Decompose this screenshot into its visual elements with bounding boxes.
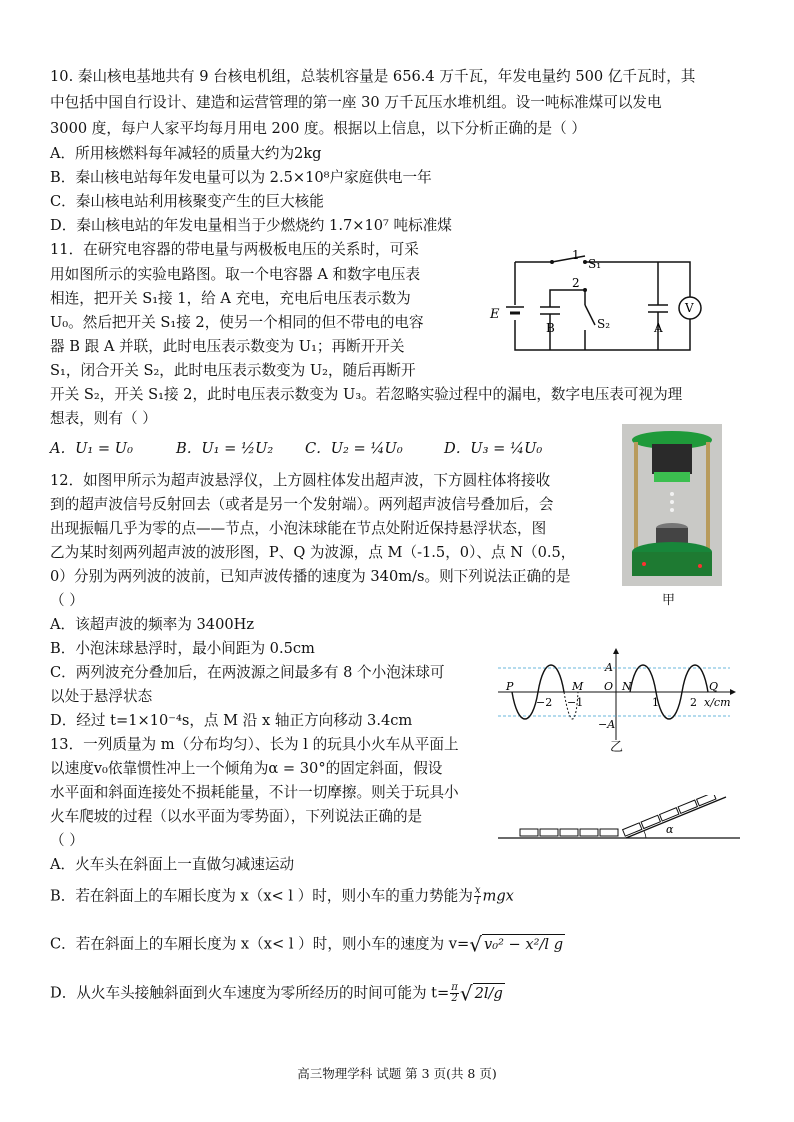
wave-label-xunit: x/cm bbox=[704, 696, 731, 709]
q11-option-c: C．U₂ = ¼U₀ bbox=[305, 440, 403, 457]
q10-stem-line-3: 3000 度，每户人家平均每月用电 200 度。根据以上信息，以下分析正确的是（ ） bbox=[50, 120, 586, 137]
q13-option-b-fraction bbox=[474, 886, 482, 907]
q13-option-d-radical-icon: √ bbox=[459, 981, 473, 1006]
q11-stem-line-4: U₀。然后把开关 S₁接 2，使另一个相同的但不带电的电容 bbox=[50, 314, 424, 331]
wave-tick-2: 2 bbox=[690, 696, 697, 709]
q13-option-d-fraction bbox=[450, 983, 459, 1004]
q13-option-c-radical-icon: √ bbox=[469, 932, 482, 957]
q11-stem-line-3: 相连，把开关 S₁接 1，给 A 充电，充电后电压表示数为 bbox=[50, 290, 411, 307]
wave-label-p: P bbox=[506, 680, 514, 693]
q11-stem-line-1: 11．在研究电容器的带电量与两极板电压的关系时，可采 bbox=[50, 241, 419, 258]
q10-option-b: B．秦山核电站每年发电量可以为 2.5×10⁸户家庭供电一年 bbox=[50, 169, 432, 186]
q13-stem-line-4: 火车爬坡的过程（以水平面为零势面），下列说法正确的是 bbox=[50, 808, 423, 825]
q10-option-c: C．秦山核电站利用核聚变产生的巨大核能 bbox=[50, 193, 324, 210]
circuit-label-1: 1 bbox=[572, 250, 580, 262]
wave-label-q: Q bbox=[709, 680, 719, 693]
circuit-label-s2: S₂ bbox=[597, 317, 611, 331]
circuit-label-s1: S₁ bbox=[588, 257, 602, 271]
q13-option-a: A．火车头在斜面上一直做匀减速运动 bbox=[50, 856, 295, 873]
q13-stem-line-3: 水平面和斜面连接处不损耗能量，不计一切摩擦。则关于玩具小 bbox=[50, 784, 459, 801]
q12-option-d: D．经过 t=1×10⁻⁴s，点 M 沿 x 轴正方向移动 3.4cm bbox=[50, 712, 413, 729]
q10-option-a: A．所用核燃料每年减轻的质量大约为2kg bbox=[50, 145, 322, 162]
q13-option-d-radicand: 2l/g bbox=[474, 985, 503, 1002]
q13-option-b-numerator: x bbox=[474, 885, 481, 896]
wave-graph bbox=[494, 648, 740, 744]
q11-stem-line-5: 器 B 跟 A 并联，此时电压表示数变为 U₁；再断开开关 bbox=[50, 338, 405, 355]
wave-label-neg-a: −A bbox=[598, 718, 616, 731]
incline-train-diagram bbox=[494, 795, 744, 845]
q12-stem-line-2: 到的超声波信号反射回去（或者是另一个发射端）。两列超声波信号叠加后，会 bbox=[50, 496, 554, 513]
circuit-label-b: B bbox=[546, 321, 555, 335]
q13-option-c bbox=[50, 934, 565, 955]
q10-stem-line-1: 10. 秦山核电基地共有 9 台核电机组，总装机容量是 656.4 万千瓦，年发电量约 500 亿千瓦时，其 bbox=[50, 68, 696, 85]
wave-label-o: O bbox=[604, 680, 614, 693]
q11-option-b: B．U₁ = ½U₂ bbox=[176, 440, 274, 457]
page-footer: 高三物理学科 试题 第 3 页(共 8 页) bbox=[297, 1066, 497, 1081]
circuit-label-2: 2 bbox=[572, 276, 580, 290]
q13-stem-line-2: 以速度v₀依靠惯性冲上一个倾角为α = 30°的固定斜面，假设 bbox=[50, 760, 443, 777]
q13-option-c-text: C．若在斜面上的车厢长度为 x（x< l ）时，则小车的速度为 v= bbox=[50, 935, 470, 953]
circuit-diagram bbox=[480, 250, 720, 360]
q11-option-d: D．U₃ = ¼U₀ bbox=[444, 440, 543, 457]
incline-angle-label: α bbox=[666, 823, 674, 836]
q11-stem-line-2: 用如图所示的实验电路图。取一个电容器 A 和数字电压表 bbox=[50, 266, 421, 283]
circuit-label-e: E bbox=[490, 307, 500, 322]
q13-option-d-text: D．从火车头接触斜面到火车速度为零所经历的时间可能为 t= bbox=[50, 984, 450, 1002]
photo-caption: 甲 bbox=[662, 593, 676, 608]
q12-option-a: A．该超声波的频率为 3400Hz bbox=[50, 616, 255, 633]
q13-option-d-numerator: π bbox=[451, 982, 458, 993]
q13-option-d-denominator: 2 bbox=[451, 993, 458, 1004]
wave-caption: 乙 bbox=[610, 740, 624, 755]
q12-stem-line-3: 出现振幅几乎为零的点——节点，小泡沫球能在节点处附近保持悬浮状态，图 bbox=[50, 520, 547, 537]
wave-label-n: N bbox=[622, 680, 632, 693]
q13-option-d bbox=[50, 983, 505, 1004]
q12-stem-line-6: （ ） bbox=[50, 592, 84, 609]
q13-option-b bbox=[50, 886, 514, 907]
q11-stem-line-6: S₁，闭合开关 S₂，此时电压表示数变为 U₂，随后再断开 bbox=[50, 362, 416, 379]
q11-option-a: A．U₁ = U₀ bbox=[50, 440, 133, 457]
q13-option-c-radicand: v₀² − x²/l g bbox=[483, 936, 564, 953]
wave-label-m: M bbox=[572, 680, 584, 693]
wave-tick-1: 1 bbox=[652, 696, 659, 709]
circuit-label-v: V bbox=[685, 301, 694, 315]
wave-label-a: A bbox=[605, 661, 613, 674]
q11-stem-line-8: 想表，则有（ ） bbox=[50, 410, 157, 427]
ultrasonic-levitator-photo bbox=[622, 424, 722, 586]
q12-option-c-line-1: C．两列波充分叠加后，在两波源之间最多有 8 个小泡沫球可 bbox=[50, 664, 445, 681]
q11-stem-line-7: 开关 S₂，开关 S₁接 2，此时电压表示数变为 U₃。若忽略实验过程中的漏电，数字电压表可视为理 bbox=[50, 386, 683, 403]
q13-stem-line-5: （ ） bbox=[50, 832, 84, 849]
q10-option-d: D．秦山核电站的年发电量相当于少燃烧约 1.7×10⁷ 吨标准煤 bbox=[50, 217, 452, 234]
circuit-label-a: A bbox=[654, 321, 663, 335]
q13-option-b-text: B．若在斜面上的车厢长度为 x（x< l ）时，则小车的重力势能为 bbox=[50, 887, 473, 905]
wave-tick-neg2: −2 bbox=[536, 696, 553, 709]
q13-option-b-expr: mgx bbox=[482, 887, 514, 905]
q12-stem-line-1: 12．如图甲所示为超声波悬浮仪，上方圆柱体发出超声波，下方圆柱体将接收 bbox=[50, 472, 551, 489]
wave-tick-neg1: −1 bbox=[567, 696, 584, 709]
q12-stem-line-5: 0）分别为两列波的波前，已知声波传播的速度为 340m/s。则下列说法正确的是 bbox=[50, 568, 571, 585]
q12-option-c-line-2: 以处于悬浮状态 bbox=[50, 688, 153, 705]
q13-option-b-denominator: l bbox=[476, 896, 480, 907]
q12-option-b: B．小泡沫球悬浮时，最小间距为 0.5cm bbox=[50, 640, 315, 657]
q13-stem-line-1: 13．一列质量为 m（分布均匀）、长为 l 的玩具小火车从平面上 bbox=[50, 736, 459, 753]
q12-stem-line-4: 乙为某时刻两列超声波的波形图，P、Q 为波源，点 M（-1.5，0）、点 N（0.5， bbox=[50, 544, 576, 561]
q10-stem-line-2: 中包括中国自行设计、建造和运营管理的第一座 30 万千瓦压水堆机组。设一吨标准煤可以发电 bbox=[50, 94, 662, 111]
